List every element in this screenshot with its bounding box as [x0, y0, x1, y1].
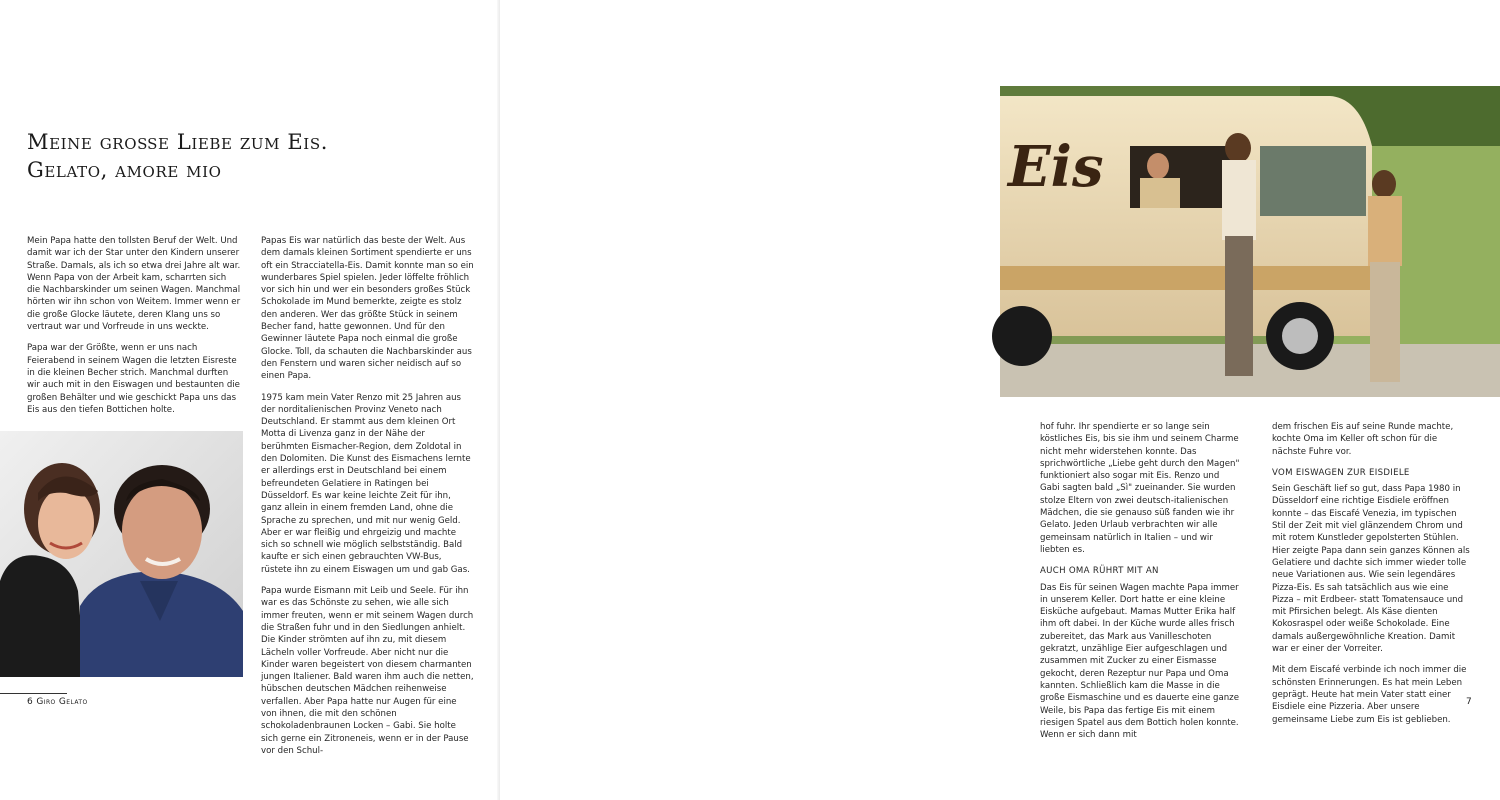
paragraph: Mein Papa hatte den tollsten Beruf der Welt. Und damit war ich der Star unter den Kindern unserer Straße. Damals, als ich so etwa drei Jahre alt war. Wenn Papa von der Arbeit kam, scharrten sich die Nachbarskinder um seinen Wagen. Manchmal hörten wir ihn schon von Weitem. Immer wenn er die große Glocke läutete, deren Klang uns so vertraut war und Vorfreude in uns weckte. [27, 236, 241, 333]
paragraph: Sein Geschäft lief so gut, dass Papa 1980 in Düsseldorf eine richtige Eisdiele eröffnen konnte – das Eiscafé Venezia, im typischen Stil der Zeit mit viel glänzendem Chrom und mit rotem Kunstleder gepolsterten Stühlen. Hier zeigte Papa dann sein ganzes Können als Gelatiere und dachte sich immer wieder tolle neue Variationen aus. Wie sein legendäres Pizza-Eis. Es sah tatsächlich aus wie eine Pizza – mit Erdbeer- statt Tomatensauce und mit Pfirsichen belegt. Als Käse dienten Kokosraspel oder weiße Schokolade. Eine damals außergewöhnliche Kreation. Damit war er einer der Vorreiter. [1272, 484, 1470, 655]
folio-rule [0, 693, 67, 694]
page-title [27, 128, 467, 184]
paragraph: Mit dem Eiscafé verbinde ich noch immer die schönsten Erinnerungen. Es hat mein Leben geprägt. Heute hat mein Vater statt einer Eisdiele eine Pizzeria. Aber unsere gemeinsame Liebe zum Eis ist geblieben. [1272, 665, 1467, 725]
paragraph: hof fuhr. Ihr spendierte er so lange sein köstliches Eis, bis sie ihm und seinem Charme nicht mehr widerstehen konnte. Das sprichwörtliche „Liebe geht durch den Magen" funktioniert also sogar mit Eis. Renzo und Gabi sagten bald „Sì" zueinander. Sie wurden stolze Eltern von zwei deutsch-italienischen Mädchen, die sie genauso süß fanden wie ihr Gelato. Jeden Urlaub verbrachten wir alle gemeinsam natürlich in Italien – und wir liebten es. [1040, 422, 1240, 555]
folio-left [27, 697, 88, 707]
text-column-1 [27, 235, 242, 425]
portrait-photo [0, 431, 243, 677]
paragraph: Papas Eis war natürlich das beste der Welt. Aus dem damals kleinen Sortiment spendierte er uns oft ein Stracciatella-Eis. Damit konnte man so ein wunderbares Spiel spielen. Jeder löffelte fröhlich vor sich hin und wer ein besonders großes Stück Schokolade im Mund bemerkte, zeigte es stolz den anderen. Wer das größte Stück in seinem Becher fand, hatte gewonnen. Und für den Gewinner läutete Papa noch einmal die große Glocke. Toll, da schauten die Nachbarskinder aus den Fenstern und waren sicher neidisch auf so einen Papa. [261, 236, 474, 382]
ice-cream-van-photo [1000, 86, 1500, 397]
left-page [0, 0, 500, 800]
paragraph: 1975 kam mein Vater Renzo mit 25 Jahren aus der norditalienischen Provinz Veneto nach Deutschland. Er stammt aus dem kleinen Ort Motta di Livenza ganz in der Nähe der berühmten Eismacher-Region, dem Zoldotal in den Dolomiten. Die Kunst des Eismachens lernte er allerdings erst in Deutschland bei einem befreundeten Gelatiere in Ratingen bei Düsseldorf. Es war keine leichte Zeit für ihn, ganz allein in einem fremden Land, ohne die Sprache zu sprechen, und mit nur wenig Geld. Aber er war fleißig und ehrgeizig und machte sich so schnell wie möglich selbstständig. Bald kaufte er sich einen gebrauchten VW-Bus, rüstete ihn zu einem Eiswagen um und gab Gas. [261, 392, 471, 575]
paragraph: Papa wurde Eismann mit Leib und Seele. Für ihn war es das Schönste zu sehen, wie alle sich immer freuten, wenn er mit seinem Wagen durch die Straßen fuhr und in den Siedlungen anhielt. Die Kinder strömten auf ihn zu, mit diesem Lächeln voller Vorfreude. Aber nicht nur die Kinder waren begeistert von diesem charmanten jungen Italiener. Bald waren ihm auch die netten, hübschen deutschen Mädchen reihenweise verfallen. Aber Papa hatte nur Augen für eine von ihnen, die mit den schönen schokoladenbraunen Locken – Gabi. Sie holte sich gerne ein Zitroneneis, wenn er in der Pause vor den Schul- [261, 586, 474, 756]
text-column-2 [261, 235, 474, 766]
page-number-left: 6 [27, 697, 34, 707]
text-column-4 [1272, 421, 1472, 735]
right-page [500, 0, 1472, 800]
paragraph: dem frischen Eis auf seine Runde machte, kochte Oma im Keller oft schon für die nächste Fuhre vor. [1272, 422, 1454, 457]
title-line-1: Meine große Liebe zum Eis. [27, 130, 328, 154]
running-title: Giro Gelato [36, 697, 88, 707]
paragraph: Papa war der Größte, wenn er uns nach Feierabend in seinem Wagen die letzten Eisreste in die kleinen Becher strich. Manchmal durften wir auch mit in den Eiswagen und bestaunten die großen Behälter und wie geschickt Papa uns das Eis aus den tiefen Bottichen holte. [27, 343, 240, 415]
page-number-right: 7 [1466, 697, 1472, 707]
text-column-3 [1040, 421, 1240, 750]
section-heading: VOM EISWAGEN ZUR EISDIELE [1272, 467, 1410, 478]
van-sign-text: Eis [1008, 134, 1104, 200]
section-heading: AUCH OMA RÜHRT MIT AN [1040, 566, 1159, 577]
paragraph: Das Eis für seinen Wagen machte Papa immer in unserem Keller. Dort hatte er eine kleine Eisküche aufgebaut. Mamas Mutter Erika half ihm oft dabei. In der Küche wurde alles frisch zubereitet, das Mark aus Vanilleschoten gekratzt, unzählige Eier aufgeschlagen und zusammen mit Zucker zu einer Eismasse gekocht, deren Rezeptur nur Papa und Oma kannten. Schließlich kam die Masse in die große Eismaschine und es dauerte eine ganze Weile, bis Papa das fertige Eis mit einem riesigen Spatel aus dem Bottich holen konnte. Wenn er sich dann mit [1040, 582, 1239, 741]
title-line-2: Gelato, amore mio [27, 158, 222, 182]
